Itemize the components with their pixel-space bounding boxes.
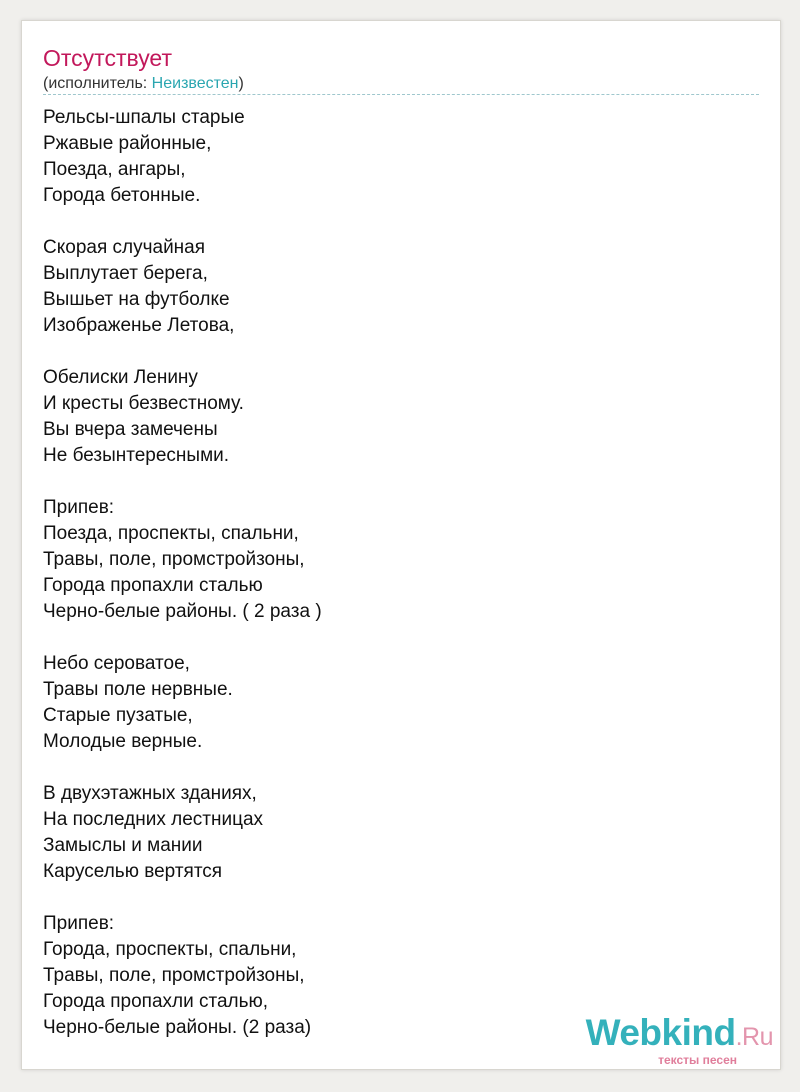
lyric-line: Припев: [43,497,115,518]
lyric-line: Выплутает берега, [43,263,208,284]
stanza-gap [43,755,322,781]
artist-link[interactable]: Неизвестен [151,75,239,92]
lyric-line: Травы, поле, промстройзоны, [43,549,305,570]
lyric-line: Черно-белые районы. ( 2 раза ) [43,601,322,622]
logo-main-text: Webkind [585,1012,736,1053]
lyric-line: Города бетонные. [43,185,201,206]
lyric-line: Травы поле нервные. [43,679,233,700]
stanza-gap [43,885,322,911]
lyric-line: В двухэтажных зданиях, [43,783,257,804]
artist-line [43,74,244,94]
lyrics-page [21,20,781,1070]
logo-wordmark [586,1013,773,1057]
artist-prefix: (исполнитель: [43,75,152,92]
logo-tagline: тексты песен [658,1053,737,1067]
lyric-line: Травы, поле, промстройзоны, [43,965,305,986]
lyric-line: Поезда, проспекты, спальни, [43,523,299,544]
lyric-line: Вы вчера замечены [43,419,218,440]
lyric-line: И кресты безвестному. [43,393,244,414]
lyric-line: Обелиски Ленину [43,367,198,388]
logo-ru-text: .Ru [735,1023,773,1051]
stanza-gap [43,339,322,365]
lyrics-text [43,105,322,1041]
lyric-line: Молодые верные. [43,731,203,752]
lyric-line: Черно-белые районы. (2 раза) [43,1017,312,1038]
lyric-line: На последних лестницах [43,809,264,830]
lyric-line: Изображенье Летова, [43,315,235,336]
lyric-line: Города, проспекты, спальни, [43,939,297,960]
lyric-line: Каруселью вертятся [43,861,223,882]
artist-suffix: ) [238,75,244,92]
song-title: Отсутствует [43,45,172,71]
lyric-line: Рельсы-шпалы старые [43,107,245,128]
lyric-line: Скорая случайная [43,237,206,258]
stanza-gap [43,209,322,235]
lyric-line: Небо сероватое, [43,653,190,674]
stanza-gap [43,625,322,651]
lyric-line: Замыслы и мании [43,835,203,856]
lyric-line: Ржавые районные, [43,133,212,154]
lyric-line: Города пропахли сталью [43,575,263,596]
stanza-gap [43,469,322,495]
lyric-line: Не безынтересными. [43,445,230,466]
title-divider [43,94,759,95]
site-logo[interactable] [586,1013,773,1066]
lyric-line: Города пропахли сталью, [43,991,269,1012]
lyric-line: Вышьет на футболке [43,289,230,310]
lyric-line: Старые пузатые, [43,705,193,726]
lyric-line: Припев: [43,913,115,934]
lyric-line: Поезда, ангары, [43,159,186,180]
